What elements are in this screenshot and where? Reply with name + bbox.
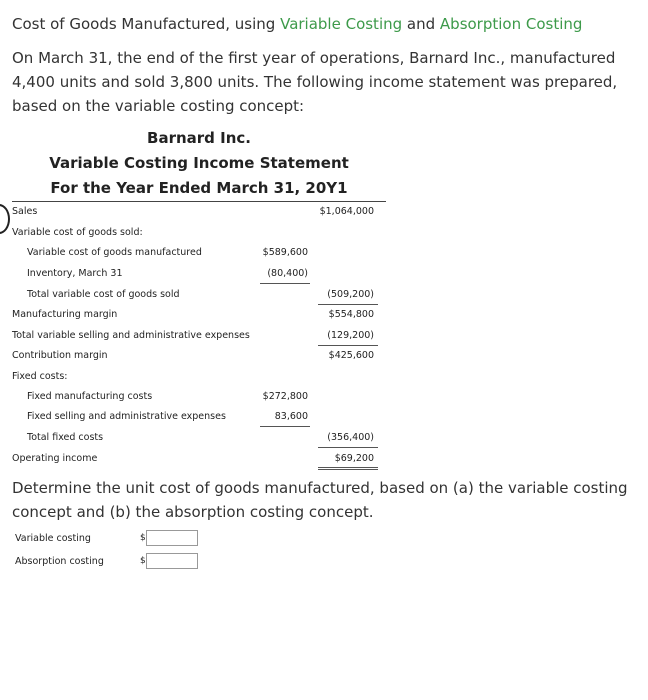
underline-fixed-sa [260, 426, 310, 427]
selection-marker [0, 204, 10, 234]
row-total-vcogs-value: (509,200) [327, 289, 374, 300]
row-contribution-label: Contribution margin [12, 350, 108, 361]
row-total-fixed-label: Total fixed costs [27, 432, 104, 443]
double-underline-operating-income [318, 467, 378, 470]
row-fixed-mfg-value: $272,800 [262, 391, 308, 402]
row-vcgm-value: $589,600 [262, 247, 308, 258]
row-sell-admin-value: (129,200) [327, 330, 374, 341]
answer-absorption-label: Absorption costing [15, 556, 104, 567]
row-vcgm-label: Variable cost of goods manufactured [27, 247, 202, 258]
absorption-costing-input[interactable] [146, 553, 198, 569]
title-prefix: Cost of Goods Manufactured, using [12, 15, 281, 33]
underline-total-fixed [318, 447, 378, 448]
row-sell-admin-label: Total variable selling and administrative expenses [12, 330, 250, 341]
statement-title: Variable Costing Income Statement [49, 154, 349, 172]
underline-inventory [260, 283, 310, 284]
row-sales-value: $1,064,000 [319, 206, 374, 217]
variable-costing-link[interactable]: Variable Costing [280, 15, 403, 33]
row-total-fixed-value: (356,400) [327, 432, 374, 443]
row-fixed-sa-label: Fixed selling and administrative expenses [27, 411, 226, 422]
intro-paragraph: On March 31, the end of the first year of operations, Barnard Inc., manufactured 4,400 units and sold 3,800 units. The following income statement was prepared, based on the variable costing concept: [12, 49, 618, 115]
row-contribution-value: $425,600 [328, 350, 374, 361]
row-operating-income-label: Operating income [12, 453, 98, 464]
title-middle: and [402, 15, 440, 33]
row-vcogs-label: Variable cost of goods sold: [12, 227, 143, 238]
statement-top-rule [12, 201, 386, 202]
underline-sell-admin [318, 345, 378, 346]
problem-title [12, 15, 582, 33]
row-total-vcogs-label: Total variable cost of goods sold [27, 289, 180, 300]
row-mfg-margin-label: Manufacturing margin [12, 309, 118, 320]
absorption-costing-link[interactable]: Absorption Costing [439, 15, 583, 33]
answer-variable-currency: $ [140, 533, 146, 543]
row-mfg-margin-value: $554,800 [328, 309, 374, 320]
row-fixed-mfg-label: Fixed manufacturing costs [27, 391, 153, 402]
statement-period: For the Year Ended March 31, 20Y1 [50, 179, 348, 197]
row-inventory-label: Inventory, March 31 [27, 268, 123, 279]
answer-absorption-currency: $ [140, 556, 146, 566]
statement-company: Barnard Inc. [147, 129, 251, 147]
row-inventory-value: (80,400) [267, 268, 308, 279]
row-operating-income-value: $69,200 [334, 453, 374, 464]
answer-variable-label: Variable costing [15, 533, 91, 544]
question-text: Determine the unit cost of goods manufactured, based on (a) the variable costing concept and (b) the absorption costing concept. [12, 479, 628, 521]
row-fixed-sa-value: 83,600 [274, 411, 308, 422]
variable-costing-input[interactable] [146, 530, 198, 546]
underline-total-vcogs [318, 304, 378, 305]
row-fixed-costs-label: Fixed costs: [12, 371, 68, 382]
row-sales-label: Sales [12, 206, 38, 217]
